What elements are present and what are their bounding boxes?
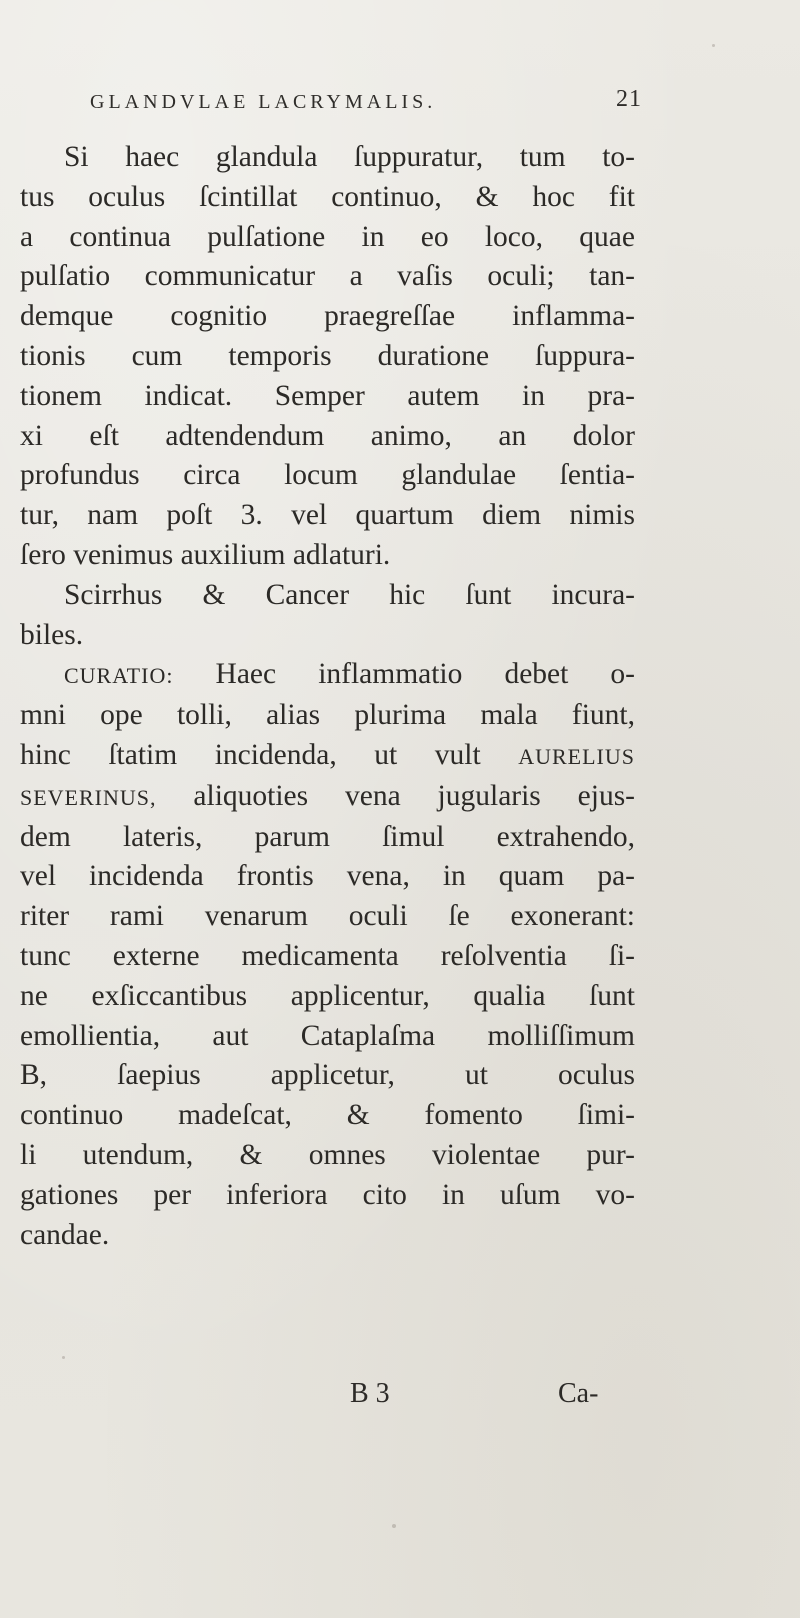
curatio-line [20,655,635,696]
paper-speck [392,1524,396,1528]
text-line: ne exſiccantibus applicentur, qualia ſunt [20,979,635,1012]
paper-speck [712,44,715,47]
author-name-aurelius: AURELIUS [518,743,636,769]
text-line: a continua pulſatione in eo loco, quae [20,220,635,253]
text-line: tunc externe medicamenta reſolventia ſi- [20,939,635,972]
running-header [90,88,650,114]
text-line: gationes per inferiora cito in uſum vo- [20,1178,635,1211]
signature-mark: B 3 [350,1378,390,1409]
text-line: candae. [20,1218,110,1251]
text-line: continuo madeſcat, & fomento ſimi- [20,1099,635,1132]
text-line: tionis cum temporis duratione ſuppura- [20,339,635,372]
text-fragment: aliquoties vena jugularis ejus- [193,779,636,812]
text-line: pulſatio communicatur a vaſis oculi; tan- [20,260,635,293]
text-line: emollientia, aut Cataplaſma molliſſimum [20,1019,635,1052]
catchword: Ca- [558,1378,599,1409]
text-fragment: hinc ſtatim incidenda, ut vult [20,738,481,771]
text-line: mni ope tolli, alias plurima mala fiunt, [20,699,635,732]
curatio-heading: CURATIO: [64,663,174,689]
text-line: riter rami venarum oculi ſe exonerant: [20,900,635,933]
text-line: xi eſt adtendendum animo, an dolor [20,419,635,452]
text-line: ſero venimus auxilium adlaturi. [20,538,391,571]
page-number: 21 [616,86,642,112]
text-line: biles. [20,618,84,651]
text-line-with-name [20,736,635,777]
text-line: dem lateris, parum ſimul extrahendo, [20,820,635,853]
text-line-with-name [20,777,635,818]
text-line: Scirrhus & Cancer hic ſunt incura- [64,578,635,611]
text-line: li utendum, & omnes violentae pur- [20,1138,635,1171]
body-text [20,138,635,1255]
text-line: B, ſaepius applicetur, ut oculus [20,1059,635,1092]
text-line: profundus circa locum glandulae ſentia- [20,459,635,492]
text-line: tus oculus ſcintillat continuo, & hoc fit [20,180,635,213]
text-line: tur, nam poſt 3. vel quartum diem nimis [20,499,635,532]
paper-speck [62,1356,65,1359]
text-line: Si haec glandula ſuppuratur, tum to- [64,141,635,173]
running-title: GLANDVLAE LACRYMALIS. [90,91,437,113]
text-line: vel incidenda frontis vena, in quam pa- [20,860,635,893]
author-name-severinus: SEVERINUS, [20,784,157,810]
text-line: tionem indicat. Semper autem in pra- [20,379,635,412]
text-fragment: Haec inflammatio debet o- [215,658,635,691]
text-line: demque cognitio praegreſſae inflamma- [20,300,635,333]
